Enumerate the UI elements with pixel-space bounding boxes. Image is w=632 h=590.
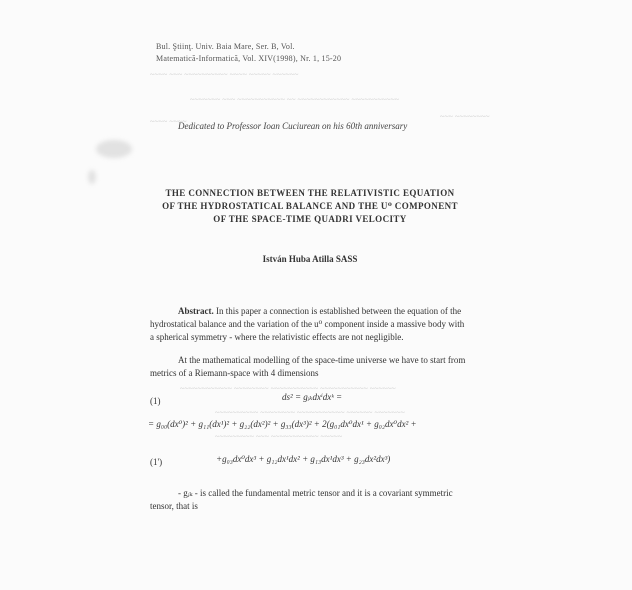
abstract-text: In this paper a connection is established between the equation of the <box>213 306 462 316</box>
equation-1-bottom: = g₀₀(dx⁰)² + g₁₁(dx¹)² + g₂₂(dx²)² + g₃₃(dx³)² + 2(g₀₁dx⁰dx¹ + g₀₂dx⁰dx² + <box>148 419 417 429</box>
title-line-3: OF THE SPACE-TIME QUADRI VELOCITY <box>213 214 407 224</box>
equation-1-prime: +g₀₃dx⁰dx³ + g₁₂dx¹dx² + g₁₃dx¹dx³ + g₂₃dx²dx³) <box>216 454 391 464</box>
equation-1-top: ds² = gᵢₖdxⁱdxᵏ = <box>282 392 343 402</box>
scan-smudge <box>96 140 132 158</box>
final-line-1: - gᵢₖ - is called the fundamental metric tensor and it is a covariant symmetric <box>178 488 453 498</box>
equation-1-number: (1) <box>150 396 161 406</box>
final-line-2: tensor, that is <box>150 501 198 511</box>
scan-smudge <box>88 170 96 184</box>
bleed-through-text: ~~~~~~~~~~~~ ~~~~~~~~ ~~~~~~~~~~~ ~~~~~~~~~~~ ~~~~~~ <box>180 384 396 393</box>
dedication: Dedicated to Professor Ioan Cuciurean on his 60th anniversary <box>178 121 408 131</box>
intro-line-1: At the mathematical modelling of the space-time universe we have to start from <box>178 355 466 365</box>
bleed-through-text: ~~~~~~~ ~~~ ~~~~~~~~~~~ ~~ ~~~~~~~~~~~~ ~~~~~~~~~~~ <box>190 95 400 104</box>
journal-header-line1: Bul. Ştiinţ. Univ. Baia Mare, Ser. B, Vol. <box>156 42 295 51</box>
bleed-through-text: ~~~~~~~~~ ~~~ ~~~~~~~~~~~ ~~~~~ <box>215 432 343 441</box>
bleed-through-text: ~~~~~~~~~~ ~~~~~~~~ ~~~~~~~~~~~ ~~~~~~ ~~~~~~~ <box>215 408 405 417</box>
bleed-through-text: ~~~~ ~~~~ <box>150 117 187 126</box>
abstract-line-3: a spherical symmetry - where the relativistic effects are not negligible. <box>150 332 404 342</box>
equation-1-prime-number: (1') <box>150 457 163 467</box>
abstract-line-2: hydrostatical balance and the variation of the u⁰ component inside a massive body with <box>150 319 465 329</box>
bleed-through-text: ~~~~ ~~~ ~~~~~~~~~~ ~~~~ ~~~~~ ~~~~~~ <box>150 70 299 79</box>
author-name: István Huba Atilla SASS <box>262 254 358 264</box>
bleed-through-text: ~~~ ~~~~~~~~ <box>440 112 490 121</box>
title-line-1: THE CONNECTION BETWEEN THE RELATIVISTIC EQUATION <box>165 188 455 198</box>
journal-header-line2: Matematică-Informatică, Vol. XIV(1998), Nr. 1, 15-20 <box>156 54 342 63</box>
abstract-line-1 <box>178 306 461 316</box>
title-line-2: OF THE HYDROSTATICAL BALANCE AND THE U⁰ COMPONENT <box>162 201 458 211</box>
abstract-label: Abstract. <box>178 306 214 316</box>
intro-line-2: metrics of a Riemann-space with 4 dimensions <box>150 368 319 378</box>
